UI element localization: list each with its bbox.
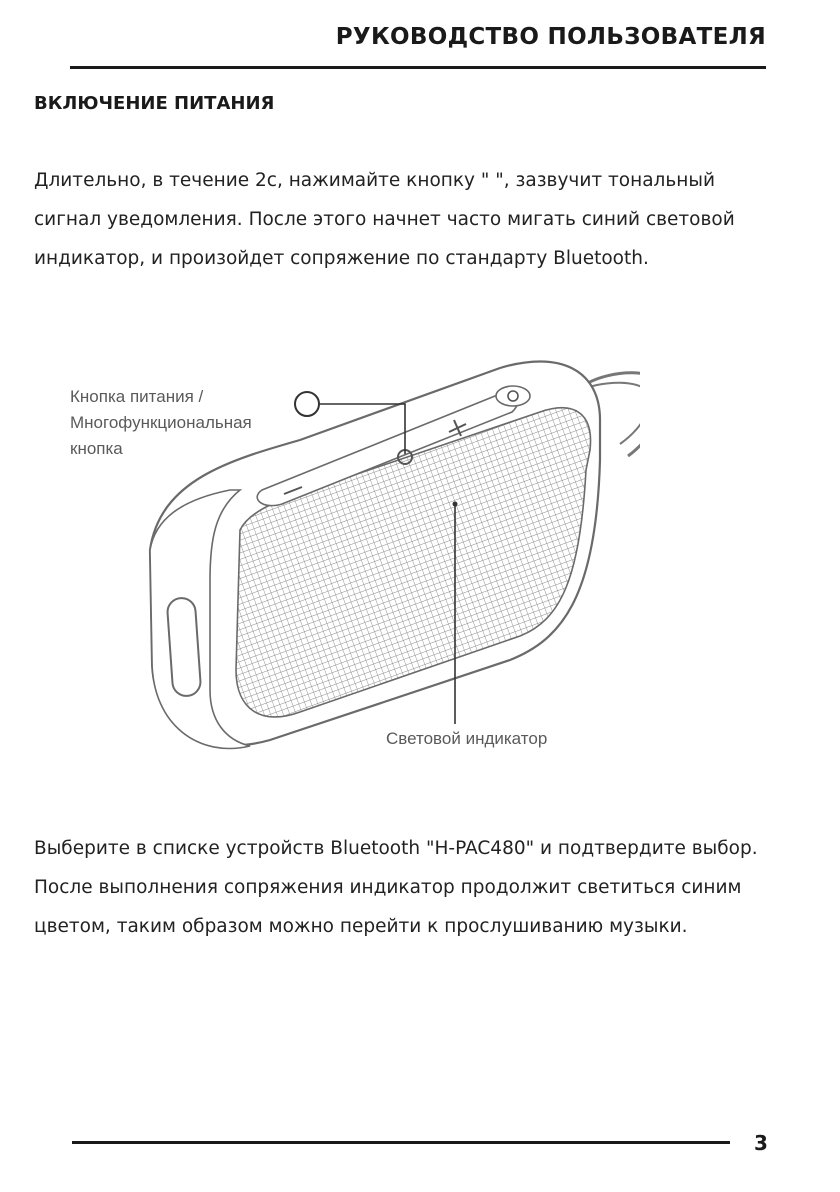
led-dot xyxy=(453,502,458,507)
paragraph-line: индикатор, и произойдет сопряжение по стандарту Bluetooth. xyxy=(34,248,649,269)
callout-power-button xyxy=(70,384,252,462)
paragraph-line: цветом, таким образом можно перейти к прослушиванию музыки. xyxy=(34,916,688,937)
paragraph-line: сигнал уведомления. После этого начнет часто мигать синий световой xyxy=(34,209,735,230)
paragraph-pairing xyxy=(34,829,824,946)
callout-led-indicator: Световой индикатор xyxy=(386,729,548,748)
footer-divider xyxy=(72,1141,730,1144)
paragraph-power-on xyxy=(34,161,824,278)
page-header-title: РУКОВОДСТВО ПОЛЬЗОВАТЕЛЯ xyxy=(335,24,766,50)
speaker-illustration xyxy=(60,340,640,770)
section-heading: ВКЛЮЧЕНИЕ ПИТАНИЯ xyxy=(34,93,275,114)
paragraph-line: После выполнения сопряжения индикатор продолжит светиться синим xyxy=(34,877,742,898)
callout-line: Многофункциональная xyxy=(70,413,252,432)
paragraph-line: Длительно, в течение 2с, нажимайте кнопку " ", зазвучит тональный xyxy=(34,170,715,191)
side-port-cover xyxy=(167,597,202,697)
page-number: 3 xyxy=(754,1131,768,1155)
callout-marker-circle xyxy=(295,392,319,416)
callout-line: Кнопка питания / xyxy=(70,387,204,406)
callout-line: кнопка xyxy=(70,439,123,458)
header-divider xyxy=(70,66,766,69)
paragraph-line: Выберите в списке устройств Bluetooth "H-PAC480" и подтвердите выбор. xyxy=(34,838,758,859)
bluetooth-button xyxy=(496,386,530,406)
